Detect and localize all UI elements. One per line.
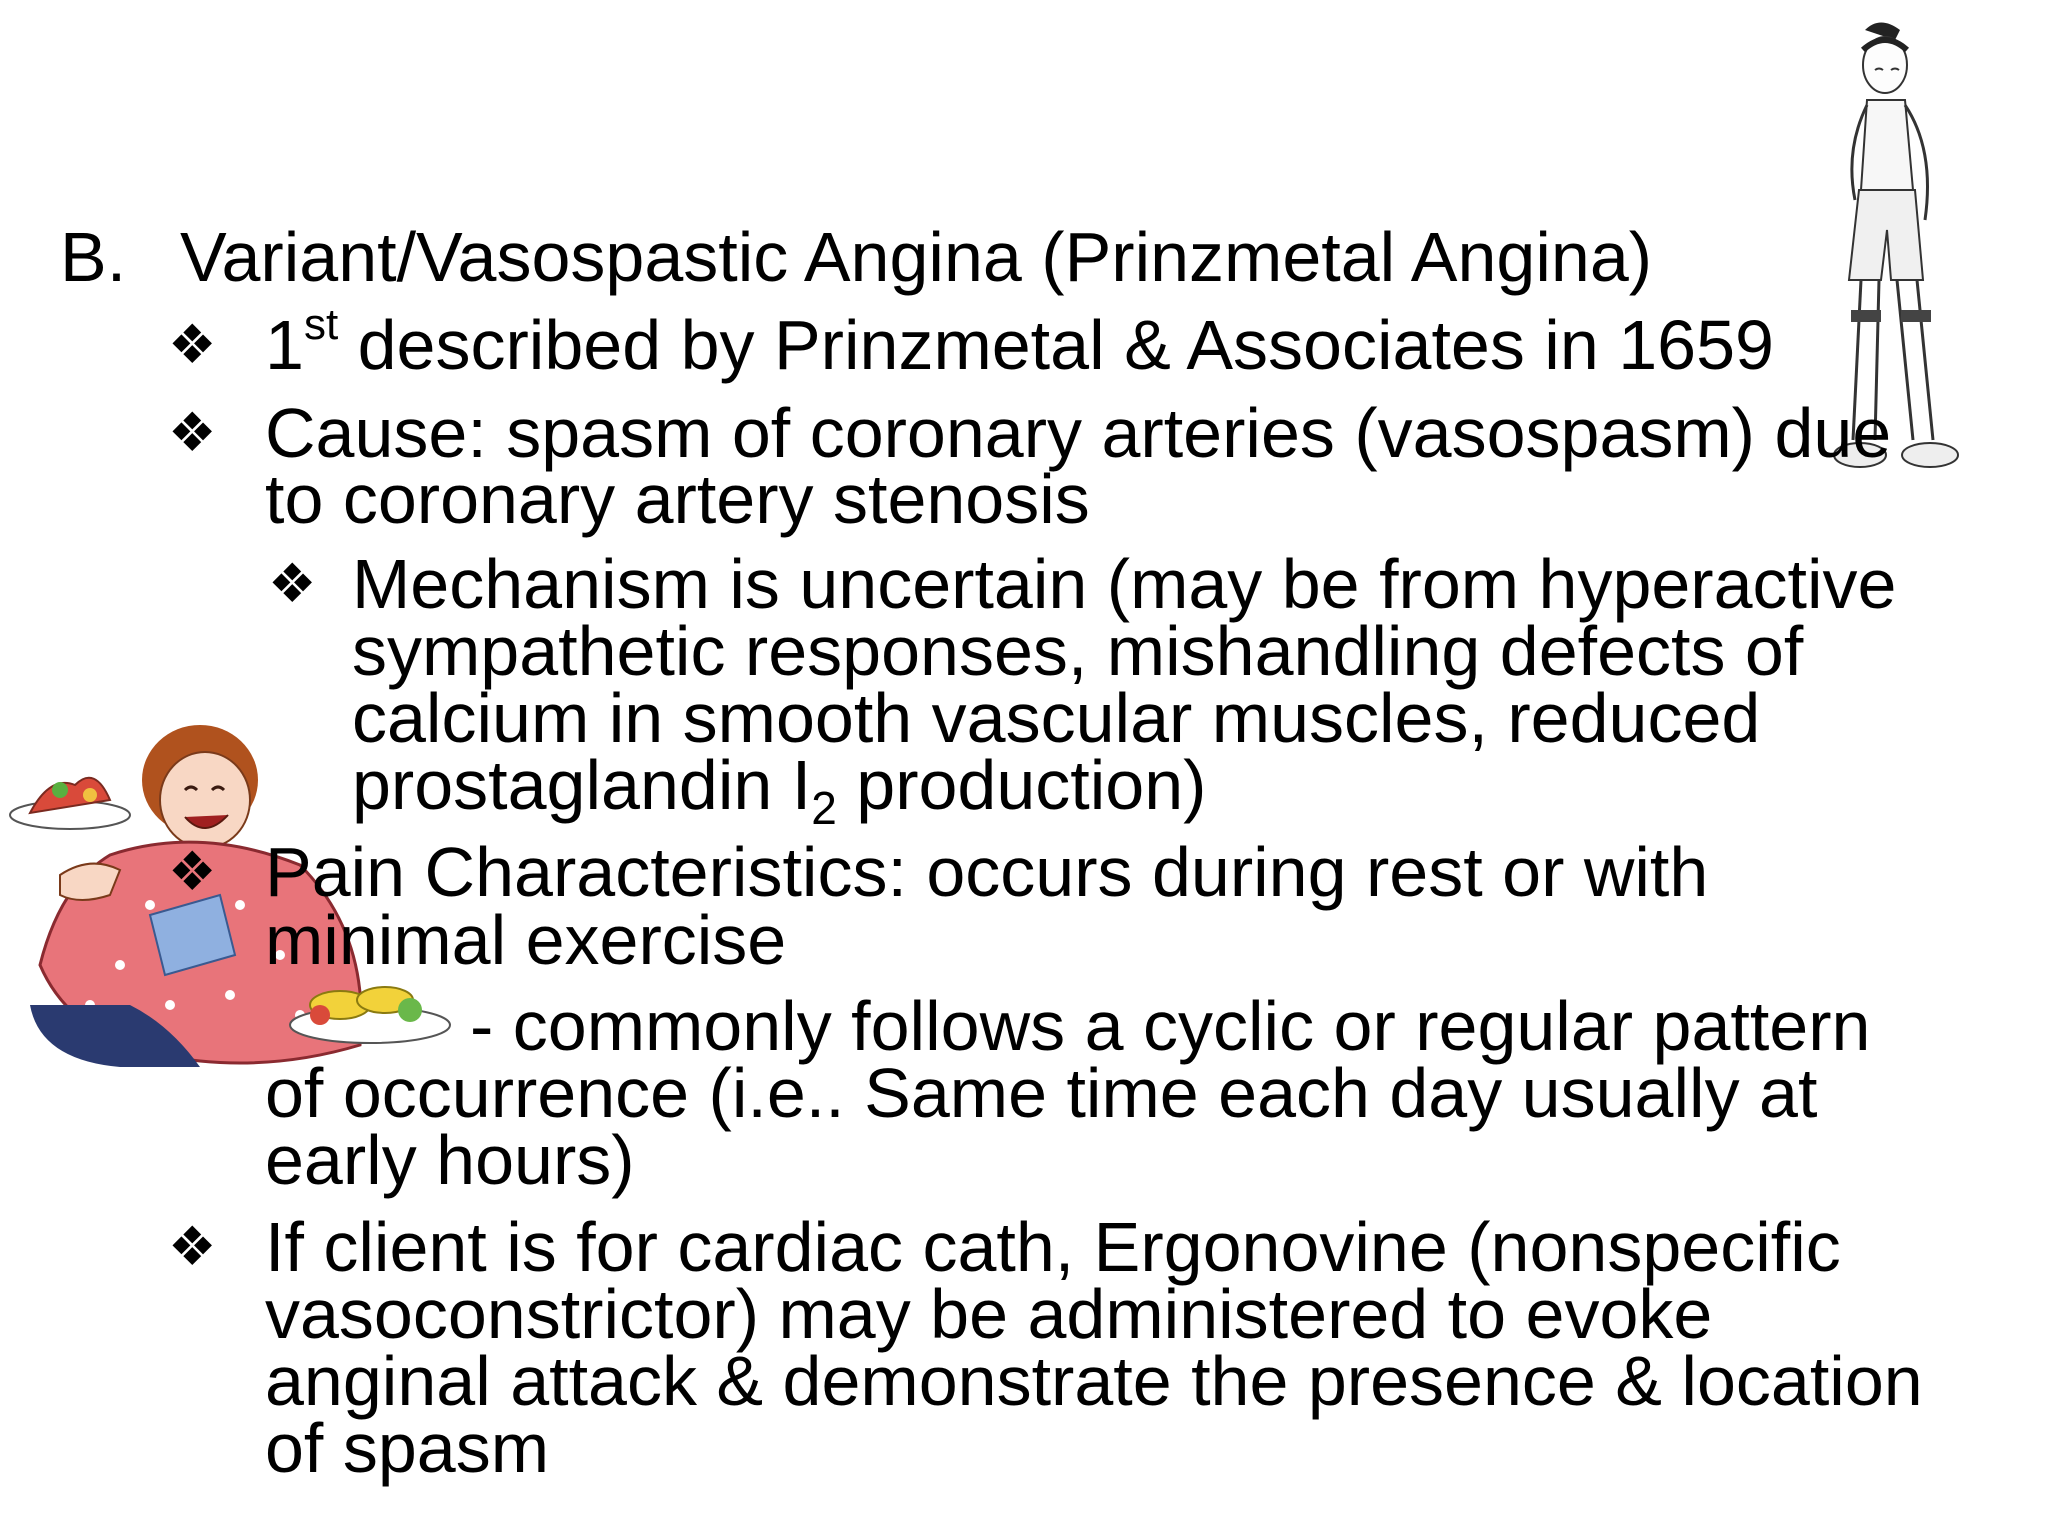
- bullet-icon: ❖: [168, 315, 217, 375]
- bullet-icon: ❖: [168, 1217, 217, 1277]
- pain-line-5: early hours): [265, 1121, 635, 1199]
- cath-line-1: If client is for cardiac cath, Ergonovine (nonspecific: [265, 1208, 1841, 1286]
- pain-line-4: of occurrence (i.e.. Same time each day usually at: [265, 1054, 1818, 1132]
- heading-title: Variant/Vasospastic Angina (Prinzmetal Angina): [180, 218, 1653, 296]
- pain-line-1: Pain Characteristics: occurs during rest or with: [265, 833, 1709, 911]
- pain-line-3: - commonly follows a cyclic or regular pattern: [470, 987, 1871, 1065]
- described-sup: st: [303, 299, 339, 349]
- mechanism-line-3: calcium in smooth vascular muscles, reduced: [352, 679, 1761, 757]
- bullet-icon: ❖: [268, 554, 317, 614]
- mechanism-subscript: 2: [811, 782, 837, 834]
- mechanism-line-4: [352, 746, 1207, 834]
- bullet-icon: ❖: [168, 842, 217, 902]
- mechanism-line-4-pre: prostaglandin I: [352, 746, 812, 824]
- cath-line-3: anginal attack & demonstrate the presence & location: [265, 1342, 1923, 1420]
- mechanism-line-2: sympathetic responses, mishandling defects of: [352, 612, 1804, 690]
- pain-line-2: minimal exercise: [265, 901, 787, 979]
- heading-letter: B.: [60, 218, 127, 296]
- described-rest: described by Prinzmetal & Associates in 1659: [338, 306, 1774, 384]
- mechanism-line-4-post: production): [836, 746, 1207, 824]
- described-num: 1: [265, 306, 304, 384]
- described-text: [265, 299, 1774, 384]
- bullet-icon: ❖: [168, 403, 217, 463]
- cath-line-4: of spasm: [265, 1409, 549, 1487]
- cath-line-2: vasoconstrictor) may be administered to evoke: [265, 1275, 1713, 1353]
- cause-line-2: to coronary artery stenosis: [265, 460, 1090, 538]
- cause-line-1: Cause: spasm of coronary arteries (vasospasm) due: [265, 394, 1892, 472]
- mechanism-line-1: Mechanism is uncertain (may be from hyperactive: [352, 545, 1897, 623]
